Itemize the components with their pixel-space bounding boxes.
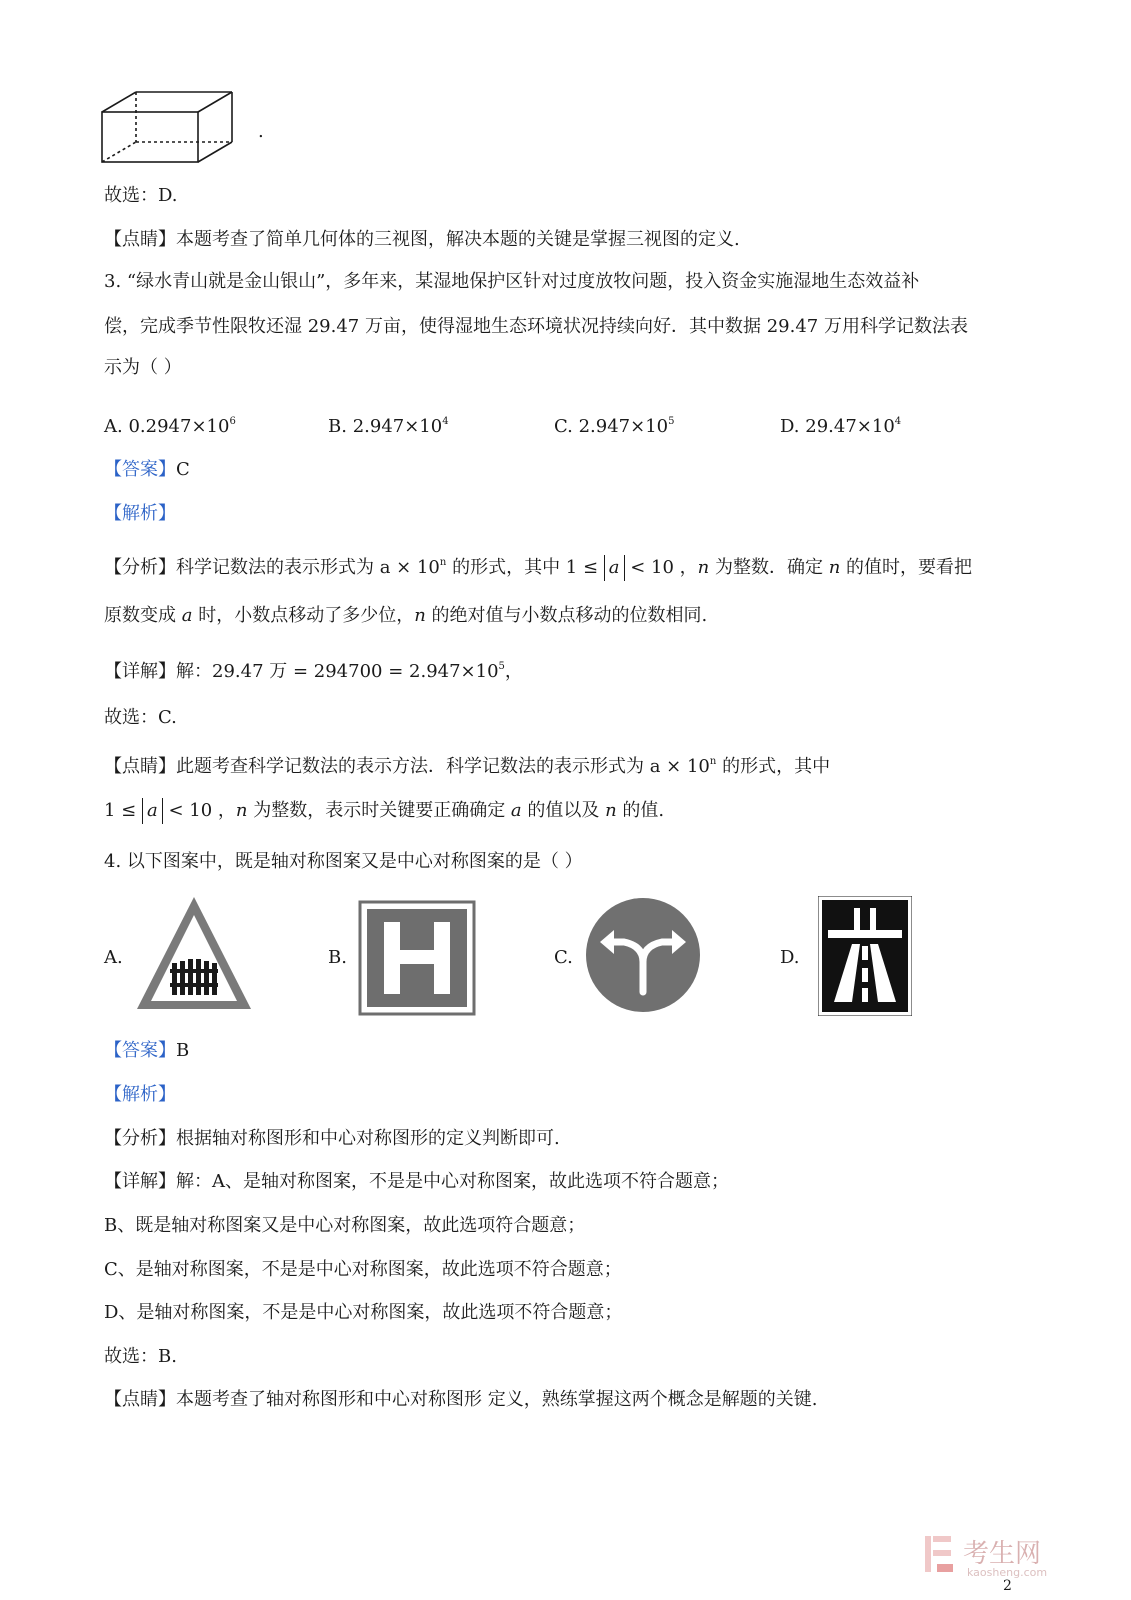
split-direction-circle-sign-icon: [584, 896, 702, 1014]
text: 本题考查了轴对称图形和中心对称图形 定义，熟练掌握这两个概念是解题的关键.: [176, 1389, 818, 1410]
intro-comment: [104, 228, 740, 252]
expressway-sign-icon: [818, 896, 912, 1016]
cuboid-figure: [100, 90, 240, 166]
text: 的值时，要看把: [840, 557, 973, 578]
q3-choose: 故选：C.: [104, 707, 177, 728]
option-exponent: 5: [668, 416, 675, 427]
q4-detail-d: D、是轴对称图案，不是是中心对称图案，故此选项不符合题意；: [104, 1302, 623, 1323]
q3-analysis-tag: 【解析】: [104, 503, 176, 524]
q3-dianjing-line2: [104, 798, 664, 824]
text: 原数变成: [104, 605, 182, 626]
fenxi-tag: 【分析】: [104, 557, 176, 578]
q3-stem-line3: 示为（ ）: [104, 357, 182, 378]
q3-fenxi-line2: [104, 604, 707, 628]
q4-analysis-tag: 【解析】: [104, 1084, 176, 1105]
text: 1 ≤: [104, 800, 142, 821]
watermark-text: 考生网: [963, 1539, 1042, 1569]
var-n: n: [235, 800, 248, 821]
var-n: n: [605, 800, 617, 821]
q4-option-label-a: A.: [104, 947, 123, 968]
answer-value: B: [176, 1040, 190, 1061]
q3-stem-line2: 偿，完成季节性限牧还湿 29.47 万亩，使得湿地生态环境状况持续向好．其中数据 29.47 万用科学记数法表: [104, 316, 968, 337]
watermark-url: kaosheng.com: [967, 1566, 1048, 1578]
option-base: 0.2947×10: [128, 416, 230, 437]
dianjing-tag: 【点睛】: [104, 756, 176, 777]
q4-fenxi: [104, 1127, 560, 1151]
text: 根据轴对称图形和中心对称图形的定义判断即可.: [176, 1128, 560, 1149]
q4-detail-b: B、既是轴对称图案又是中心对称图案，故此选项符合题意；: [104, 1215, 586, 1236]
fenxi-tag: 【分析】: [104, 1128, 176, 1149]
text: 的值以及: [521, 800, 606, 821]
detail-tag: 【详解】: [104, 1171, 176, 1192]
choose-d-text: 故选：D.: [104, 185, 178, 206]
text: 的形式，其中 1 ≤: [446, 557, 604, 578]
var-a: a: [510, 800, 522, 821]
hospital-h-sign-icon: [358, 900, 476, 1016]
q4-option-label-c: C.: [554, 947, 573, 968]
kaosheng-watermark: [923, 1532, 1091, 1582]
text: 的值.: [616, 800, 665, 821]
text: 解：29.47 万 = 294700 = 2.947×10: [176, 661, 499, 682]
answer-tag: 【答案】: [104, 1040, 176, 1061]
option-exponent: 4: [442, 416, 449, 427]
text: 此题考查科学记数法的表示方法．科学记数法的表示形式为 a × 10: [176, 756, 710, 777]
option-exponent: 4: [894, 416, 902, 427]
option-label: A.: [104, 416, 123, 437]
dianjing-tag: 【点睛】: [104, 1389, 176, 1410]
q3-option-a: [104, 410, 236, 439]
text: < 10 ，: [162, 800, 236, 821]
abs-value: a: [142, 798, 163, 824]
answer-tag: 【答案】: [104, 459, 176, 480]
text: 的绝对值与小数点移动的位数相同.: [425, 605, 708, 626]
text: 为整数．确定: [709, 557, 829, 578]
q3-stem-line1: 3. “绿水青山就是金山银山”，多年来，某湿地保护区针对过度放牧问题，投入资金实施湿地生态效益补: [104, 271, 920, 292]
abs-value: a: [604, 555, 625, 581]
text: 为整数，表示时关键要正确确定: [247, 800, 511, 821]
text: < 10 ，: [624, 557, 698, 578]
railway-crossing-triangle-sign-icon: [134, 893, 254, 1013]
watermark-logo-icon: [923, 1532, 1091, 1578]
text: 的形式，其中: [716, 756, 831, 777]
q4-detail-c: C、是轴对称图案，不是是中心对称图案，故此选项不符合题意；: [104, 1259, 622, 1280]
option-base: 29.47×10: [805, 416, 895, 437]
q4-choose: 故选：B.: [104, 1346, 177, 1367]
detail-tag: 【详解】: [104, 661, 176, 682]
var-a: a: [181, 605, 193, 626]
option-label: D.: [780, 416, 800, 437]
q4-dianjing: [104, 1388, 817, 1412]
exponent: n: [439, 557, 447, 568]
var-n: n: [414, 605, 426, 626]
q3-answer: [104, 458, 190, 482]
var-n: n: [697, 557, 710, 578]
option-exponent: 6: [229, 416, 236, 427]
option-label: B.: [328, 416, 347, 437]
q4-option-label-b: B.: [328, 947, 347, 968]
q4-answer: [104, 1039, 189, 1063]
figure-trailing-dot: .: [258, 121, 264, 142]
text: ，: [504, 661, 523, 682]
exponent: n: [709, 756, 717, 767]
option-label: C.: [554, 416, 573, 437]
q4-option-label-d: D.: [780, 947, 800, 968]
comment-text: 本题考查了简单几何体的三视图，解决本题的关键是掌握三视图的定义.: [176, 229, 740, 250]
text: 解：A、是轴对称图案，不是是中心对称图案，故此选项不符合题意；: [176, 1171, 729, 1192]
option-base: 2.947×10: [352, 416, 443, 437]
page-number: 2: [1003, 1578, 1012, 1594]
comment-tag: 【点睛】: [104, 229, 176, 250]
q3-fenxi-line1: [104, 551, 972, 581]
var-n: n: [828, 557, 841, 578]
q4-detail-a: [104, 1170, 729, 1194]
q3-detail: [104, 655, 523, 684]
exponent: 5: [498, 661, 505, 672]
q3-option-b: [328, 410, 449, 439]
q3-dianjing-line1: [104, 750, 830, 779]
q4-stem: 4. 以下图案中，既是轴对称图案又是中心对称图案的是（ ）: [104, 851, 583, 872]
text: 时，小数点移动了多少位，: [192, 605, 415, 626]
q3-option-d: [780, 410, 901, 439]
option-base: 2.947×10: [578, 416, 669, 437]
text: 科学记数法的表示形式为 a × 10: [176, 557, 440, 578]
q3-option-c: [554, 410, 675, 439]
answer-value: C: [176, 459, 190, 480]
